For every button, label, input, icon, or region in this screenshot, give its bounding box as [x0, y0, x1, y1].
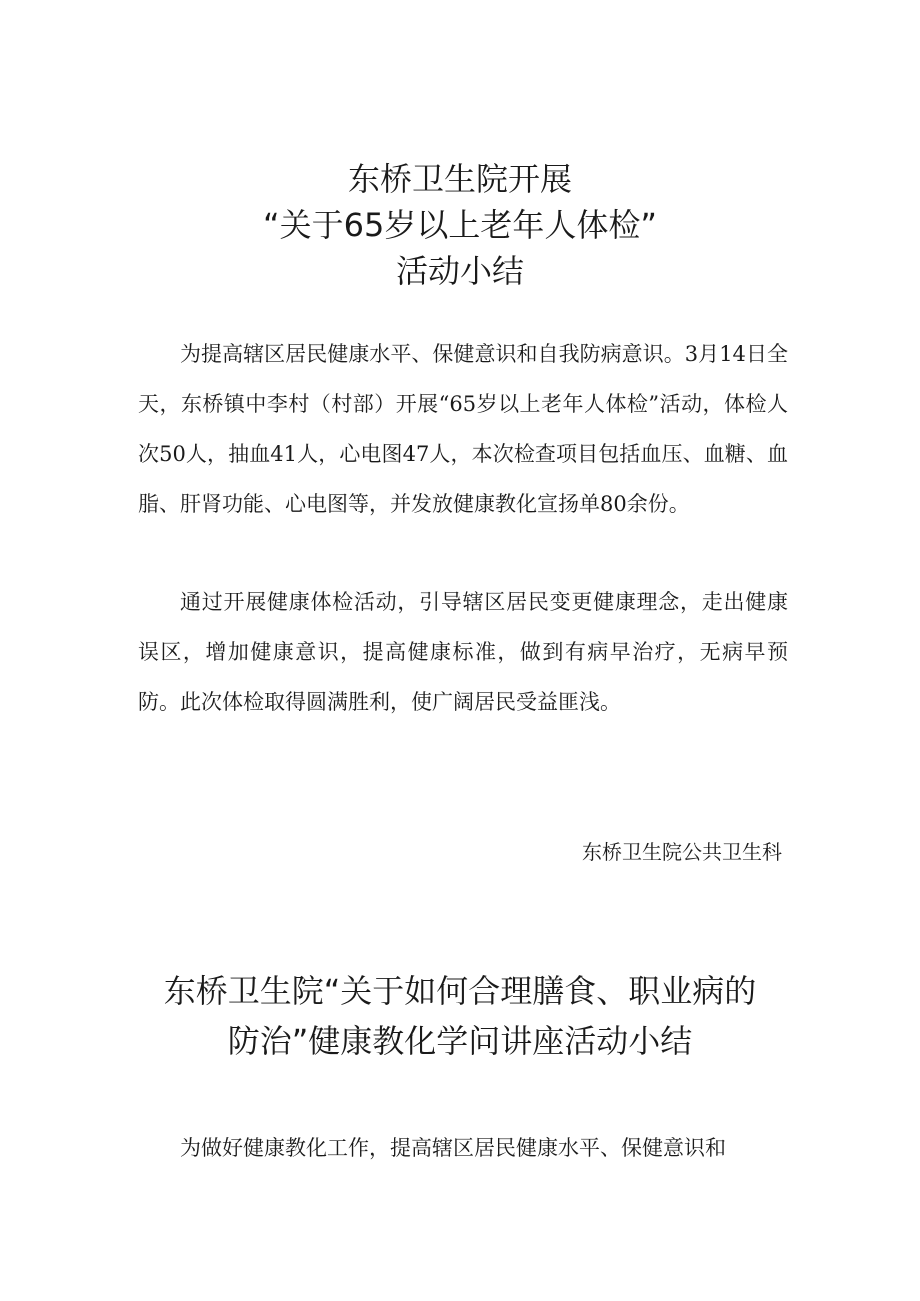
report-1-paragraph-1: 为提高辖区居民健康水平、保健意识和自我防病意识。3月14日全天，东桥镇中李村（村部）开展“65岁以上老年人体检”活动，体检人次50人，抽血41人，心电图47人，本次检查项目包括血压、血糖、血脂、肝肾功能、心电图等，并发放健康教化宣扬单80余份。: [138, 342, 788, 516]
report-2-paragraph-1: 为做好健康教化工作，提高辖区居民健康水平、保健意识和: [180, 1136, 726, 1160]
report-1-paragraph-2: 通过开展健康体检活动，引导辖区居民变更健康理念，走出健康误区，增加健康意识，提高健康标准，做到有病早治疗，无病早预防。此次体检取得圆满胜利，使广阔居民受益匪浅。: [138, 590, 788, 714]
report-title-2: [110, 966, 810, 1066]
title-1-line-2: “关于65岁以上老年人体检”: [263, 206, 657, 244]
title-1-line-1: 东桥卫生院开展: [347, 160, 572, 198]
title-2-line-1: 东桥卫生院“关于如何合理膳食、职业病的: [163, 972, 757, 1010]
title-1-line-3: 活动小结: [395, 252, 524, 290]
report-title-1: [0, 156, 920, 294]
title-2-line-2: 防治”健康教化学问讲座活动小结: [227, 1022, 693, 1060]
report-1-signature: 东桥卫生院公共卫生科: [582, 840, 782, 864]
